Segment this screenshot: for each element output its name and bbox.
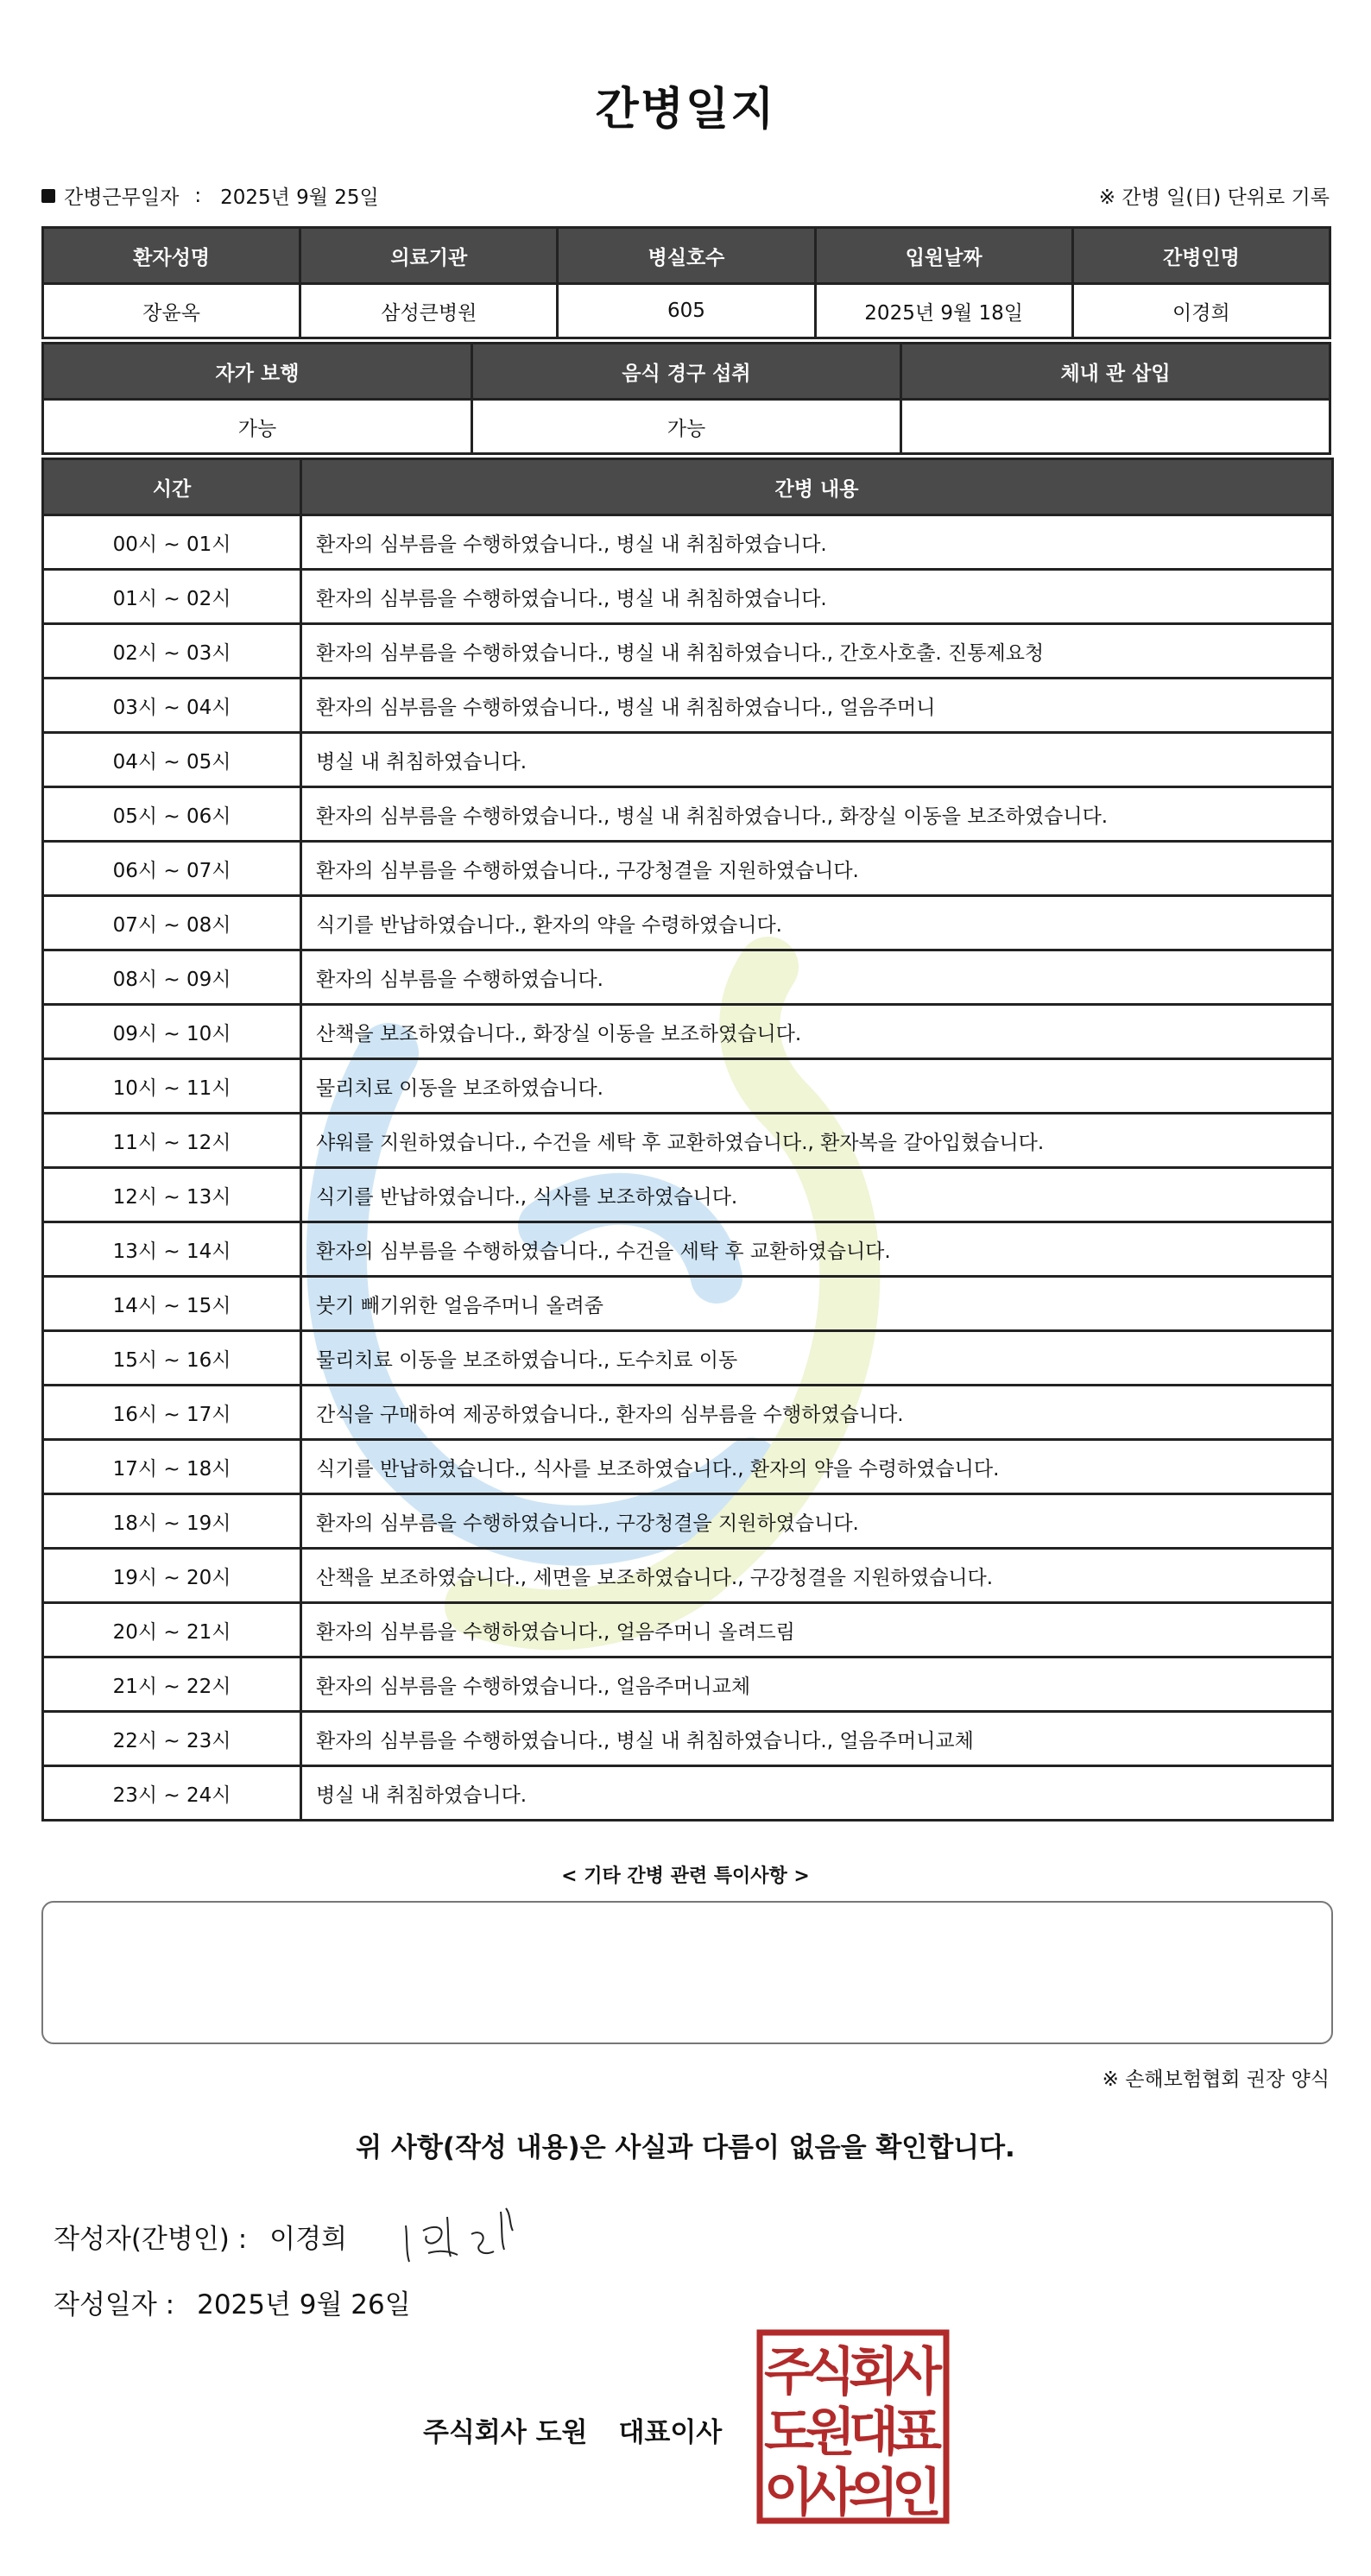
log-content-cell: 환자의 심부름을 수행하였습니다., 병실 내 취침하였습니다., 간호사호출. 진통제요청: [301, 624, 1333, 679]
log-time-cell: 02시 ~ 03시: [43, 624, 301, 679]
header-caregiver: 간병인명: [1072, 228, 1330, 284]
log-time-cell: 11시 ~ 12시: [43, 1114, 301, 1168]
hospital-name: 삼성큰병원: [300, 284, 558, 338]
svg-text:회: 회: [849, 2342, 899, 2402]
header-oral-intake: 음식 경구 섭취: [472, 344, 901, 400]
svg-text:대: 대: [849, 2402, 899, 2463]
table-row: [43, 842, 1333, 896]
table-row: [43, 1222, 1333, 1277]
log-time-cell: 08시 ~ 09시: [43, 950, 301, 1005]
patient-info-table: [41, 226, 1331, 339]
writer-name: 이경희: [269, 2224, 348, 2255]
handwritten-signature: [397, 2200, 553, 2269]
log-content-cell: 병실 내 취침하였습니다.: [301, 733, 1333, 787]
log-content-cell: 샤워를 지원하였습니다., 수건을 세탁 후 교환하였습니다., 환자복을 갈아입혔습니다.: [301, 1114, 1333, 1168]
table-row: [43, 1549, 1333, 1603]
table-row: [43, 515, 1333, 570]
log-time-cell: 00시 ~ 01시: [43, 515, 301, 570]
written-date-value: 2025년 9월 26일: [197, 2289, 411, 2320]
log-time-cell: 03시 ~ 04시: [43, 679, 301, 733]
table-row: [43, 1386, 1333, 1440]
svg-text:사: 사: [806, 2463, 856, 2523]
work-date-label: 간병근무일자: [64, 186, 180, 209]
log-time-cell: 07시 ~ 08시: [43, 896, 301, 950]
caregiver-name: 이경희: [1072, 284, 1330, 338]
special-notes-title: < 기타 간병 관련 특이사항 >: [561, 1866, 810, 1887]
table-row: [43, 787, 1333, 842]
square-bullet-icon: [41, 189, 55, 203]
patient-name: 장윤옥: [43, 284, 300, 338]
admission-date: 2025년 9월 18일: [815, 284, 1072, 338]
header-hospital: 의료기관: [300, 228, 558, 284]
svg-text:의: 의: [849, 2463, 899, 2523]
log-time-cell: 12시 ~ 13시: [43, 1168, 301, 1222]
svg-text:식: 식: [806, 2342, 856, 2402]
table-row: [43, 679, 1333, 733]
log-time-cell: 13시 ~ 14시: [43, 1222, 301, 1277]
log-content-cell: 환자의 심부름을 수행하였습니다., 얼음주머니 올려드림: [301, 1603, 1333, 1657]
log-content-cell: 환자의 심부름을 수행하였습니다.: [301, 950, 1333, 1005]
log-time-cell: 15시 ~ 16시: [43, 1331, 301, 1386]
log-time-cell: 04시 ~ 05시: [43, 733, 301, 787]
log-content-cell: 산책을 보조하였습니다., 화장실 이동을 보조하였습니다.: [301, 1005, 1333, 1059]
table-row: [43, 1603, 1333, 1657]
log-content-cell: 식기를 반납하였습니다., 식사를 보조하였습니다.: [301, 1168, 1333, 1222]
log-time-cell: 09시 ~ 10시: [43, 1005, 301, 1059]
header-patient-name: 환자성명: [43, 228, 300, 284]
table-row: [43, 1059, 1333, 1114]
header-self-walking: 자가 보행: [43, 344, 472, 400]
log-content-cell: 간식을 구매하여 제공하였습니다., 환자의 심부름을 수행하였습니다.: [301, 1386, 1333, 1440]
svg-text:표: 표: [892, 2402, 942, 2463]
log-content-cell: 식기를 반납하였습니다., 식사를 보조하였습니다., 환자의 약을 수령하였습니다.: [301, 1440, 1333, 1494]
svg-text:도: 도: [764, 2402, 814, 2463]
log-content-cell: 환자의 심부름을 수행하였습니다., 병실 내 취침하였습니다., 얼음주머니교체: [301, 1712, 1333, 1766]
table-row: [43, 570, 1333, 624]
special-notes-box: [41, 1901, 1333, 2044]
unit-note: ※ 간병 일(日) 단위로 기록: [1098, 186, 1330, 209]
page-title: 간병일지: [595, 84, 776, 136]
oral-intake-value: 가능: [472, 400, 901, 454]
company-line: [423, 2410, 722, 2449]
log-rows: [43, 515, 1333, 1821]
header-tube-insertion: 체내 관 삽입: [901, 344, 1330, 400]
writer-line: [54, 2217, 347, 2256]
work-date-row: [41, 181, 1330, 212]
log-content-cell: 산책을 보조하였습니다., 세면을 보조하였습니다., 구강청결을 지원하였습니다.: [301, 1549, 1333, 1603]
header-time: 시간: [43, 459, 301, 515]
log-time-cell: 06시 ~ 07시: [43, 842, 301, 896]
log-content-cell: 환자의 심부름을 수행하였습니다., 수건을 세탁 후 교환하였습니다.: [301, 1222, 1333, 1277]
log-content-cell: 환자의 심부름을 수행하였습니다., 병실 내 취침하였습니다.: [301, 570, 1333, 624]
table-row: [43, 950, 1333, 1005]
svg-text:인: 인: [892, 2463, 942, 2523]
table-row: [43, 1114, 1333, 1168]
table-row: [43, 1712, 1333, 1766]
table-row: [43, 1440, 1333, 1494]
log-content-cell: 환자의 심부름을 수행하였습니다., 병실 내 취침하였습니다., 화장실 이동을 보조하였습니다.: [301, 787, 1333, 842]
log-time-cell: 17시 ~ 18시: [43, 1440, 301, 1494]
table-row: [43, 1277, 1333, 1331]
table-row: [43, 1331, 1333, 1386]
log-content-cell: 환자의 심부름을 수행하였습니다., 병실 내 취침하였습니다., 얼음주머니: [301, 679, 1333, 733]
log-time-cell: 18시 ~ 19시: [43, 1494, 301, 1549]
svg-text:주: 주: [764, 2342, 814, 2402]
header-room: 병실호수: [558, 228, 815, 284]
ceo-title: 대표이사: [618, 2417, 723, 2448]
table-row: [43, 1494, 1333, 1549]
log-content-cell: 식기를 반납하였습니다., 환자의 약을 수령하였습니다.: [301, 896, 1333, 950]
log-time-cell: 21시 ~ 22시: [43, 1657, 301, 1712]
log-time-cell: 19시 ~ 20시: [43, 1549, 301, 1603]
log-content-cell: 붓기 빼기위한 얼음주머니 올려줌: [301, 1277, 1333, 1331]
work-date-colon: :: [194, 184, 202, 207]
table-row: [43, 1766, 1333, 1821]
writer-label: 작성자(간병인) :: [54, 2224, 248, 2255]
log-content-cell: 환자의 심부름을 수행하였습니다., 구강청결을 지원하였습니다.: [301, 1494, 1333, 1549]
log-content-cell: 물리치료 이동을 보조하였습니다.: [301, 1059, 1333, 1114]
table-row: [43, 1168, 1333, 1222]
table-row: [43, 624, 1333, 679]
log-time-cell: 05시 ~ 06시: [43, 787, 301, 842]
self-walking-value: 가능: [43, 400, 472, 454]
confirm-statement: 위 사항(작성 내용)은 사실과 다름이 없음을 확인합니다.: [356, 2132, 1015, 2163]
room-number: 605: [558, 284, 815, 338]
hourly-care-log-table: [41, 458, 1334, 1822]
header-care-content: 간병 내용: [301, 459, 1333, 515]
svg-text:원: 원: [806, 2402, 856, 2463]
work-date-value: 2025년 9월 25일: [220, 186, 379, 209]
table-row: [43, 896, 1333, 950]
tube-insertion-value: [901, 400, 1330, 454]
log-time-cell: 23시 ~ 24시: [43, 1766, 301, 1821]
log-content-cell: 병실 내 취침하였습니다.: [301, 1766, 1333, 1821]
company-seal-stamp: [756, 2329, 950, 2524]
log-time-cell: 22시 ~ 23시: [43, 1712, 301, 1766]
svg-text:사: 사: [892, 2342, 942, 2402]
log-time-cell: 20시 ~ 21시: [43, 1603, 301, 1657]
written-date-line: [54, 2282, 411, 2321]
table-row: [43, 1657, 1333, 1712]
log-content-cell: 물리치료 이동을 보조하였습니다., 도수치료 이동: [301, 1331, 1333, 1386]
log-time-cell: 16시 ~ 17시: [43, 1386, 301, 1440]
recommend-note: ※ 손해보험협회 권장 양식: [1102, 2068, 1330, 2091]
header-admission-date: 입원날짜: [815, 228, 1072, 284]
log-time-cell: 10시 ~ 11시: [43, 1059, 301, 1114]
log-time-cell: 01시 ~ 02시: [43, 570, 301, 624]
log-content-cell: 환자의 심부름을 수행하였습니다., 구강청결을 지원하였습니다.: [301, 842, 1333, 896]
log-time-cell: 14시 ~ 15시: [43, 1277, 301, 1331]
company-name: 주식회사 도원: [423, 2417, 588, 2448]
table-row: [43, 1005, 1333, 1059]
log-content-cell: 환자의 심부름을 수행하였습니다., 얼음주머니교체: [301, 1657, 1333, 1712]
table-row: [43, 733, 1333, 787]
written-date-label: 작성일자 :: [54, 2289, 175, 2320]
svg-text:이: 이: [764, 2463, 814, 2523]
patient-status-table: [41, 342, 1331, 455]
log-content-cell: 환자의 심부름을 수행하였습니다., 병실 내 취침하였습니다.: [301, 515, 1333, 570]
